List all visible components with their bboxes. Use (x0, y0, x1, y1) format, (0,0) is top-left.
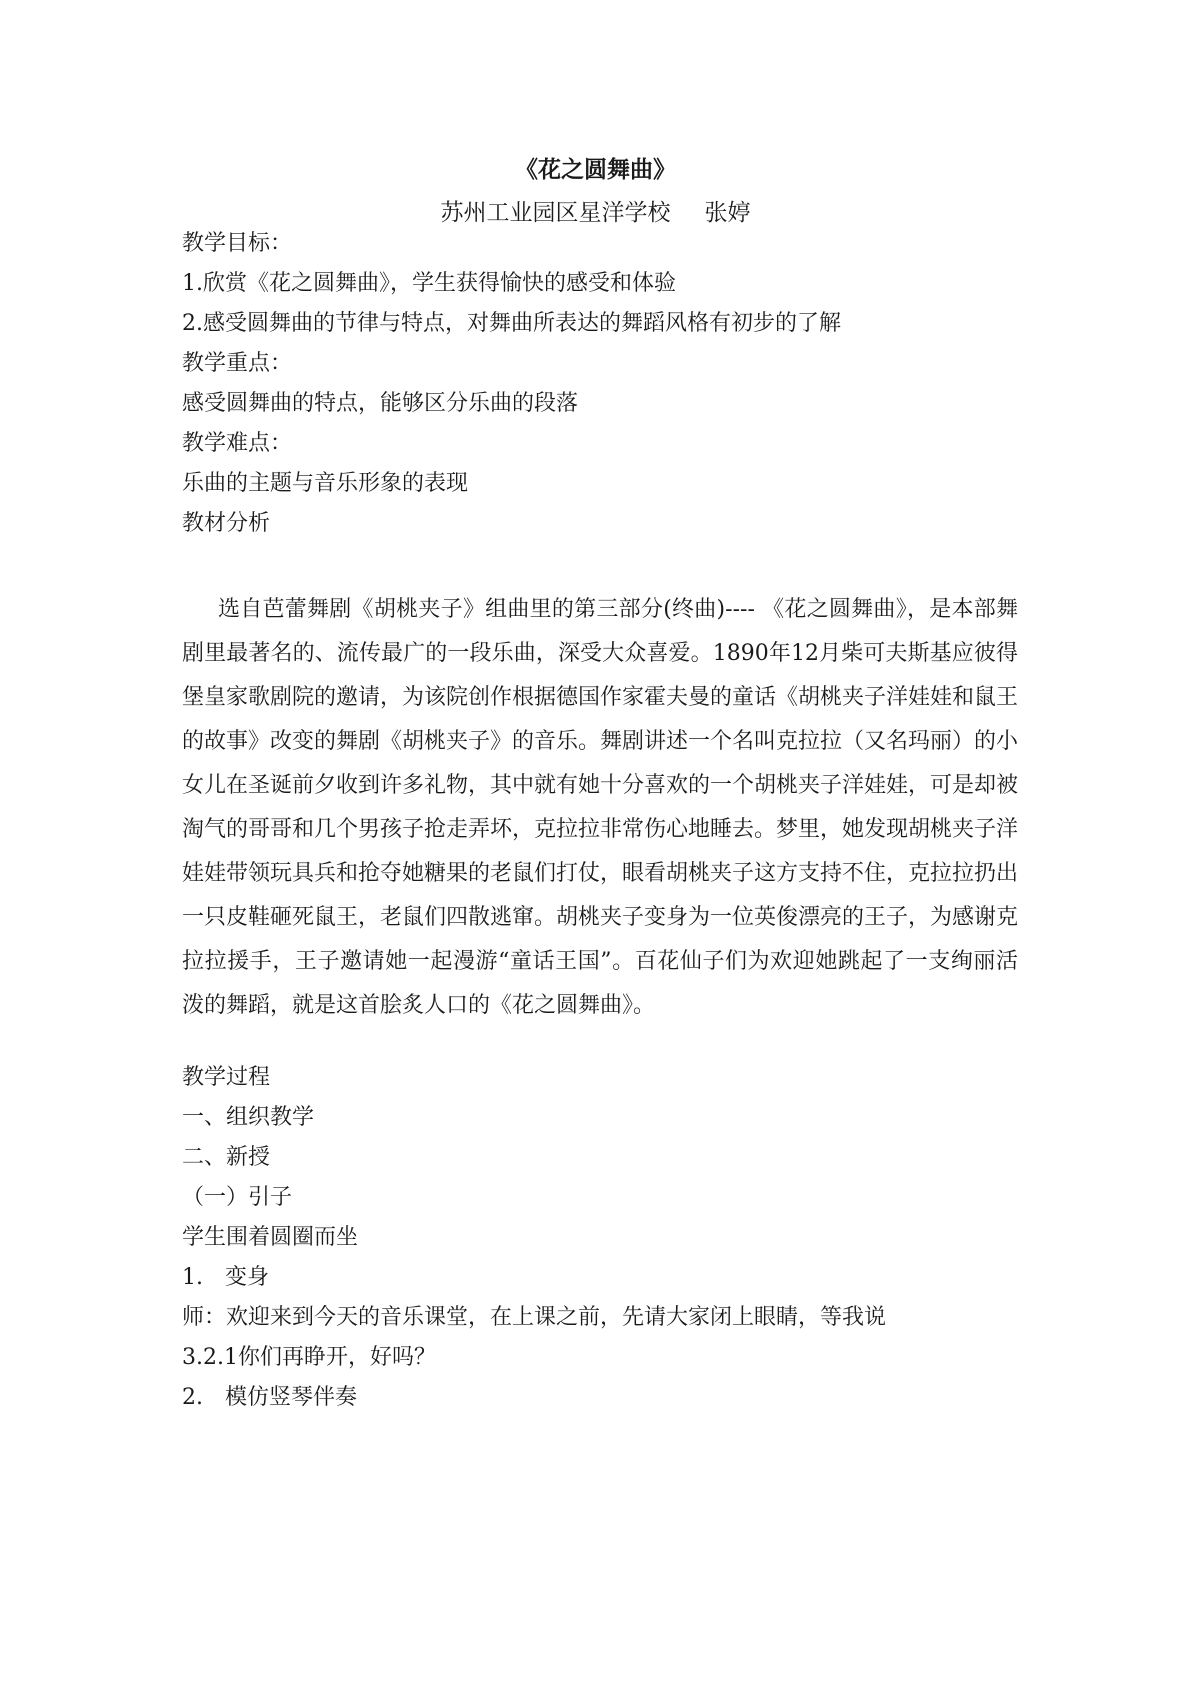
objectives-heading: 教学目标： (182, 231, 293, 256)
process-heading: 教学过程 (182, 1065, 271, 1090)
author-school: 苏州工业园区星洋学校 (440, 200, 671, 226)
document-title: 《花之圆舞曲》 (515, 156, 676, 183)
step-1: 一、组织教学 (182, 1105, 315, 1130)
sub-step-1: （一）引子 (182, 1185, 293, 1210)
teacher-line-2: 3.2.1你们再睁开，好吗？ (182, 1345, 436, 1370)
author-name: 张婷 (704, 200, 751, 226)
keypoints-text: 感受圆舞曲的特点，能够区分乐曲的段落 (182, 391, 579, 416)
analysis-paragraph: 选自芭蕾舞剧《胡桃夹子》组曲里的第三部分(终曲)---- 《花之圆舞曲》，是本部舞剧里最著名的、流传最广的一段乐曲，深受大众喜爱。1890年12月柴可夫斯基应彼得堡皇家歌剧院的邀请，为该院创作根据德国作家霍夫曼的童话《胡桃夹子洋娃娃和鼠王的故事》改变的舞剧《胡桃夹子》的音乐。舞剧讲述一个名叫克拉拉（又名玛丽）的小女儿在圣诞前夕收到许多礼物，其中就有她十分喜欢的一个胡桃夹子洋娃娃，可是却被淘气的哥哥和几个男孩子抢走弄坏，克拉拉非常伤心地睡去。梦里，她发现胡桃夹子洋娃娃带领玩具兵和抢夺她糖果的老鼠们打仗，眼看胡桃夹子这方支持不住，克拉拉扔出一只皮鞋砸死鼠王，老鼠们四散逃窜。胡桃夹子变身为一位英俊漂亮的王子，为感谢克拉拉援手，王子邀请她一起漫游“童话王国”。百花仙子们为欢迎她跳起了一支绚丽活泼的舞蹈，就是这首脍炙人口的《花之圆舞曲》。 (182, 597, 1019, 1018)
author-line (0, 198, 1191, 228)
objective-1: 1.欣赏《花之圆舞曲》，学生获得愉快的感受和体验 (182, 271, 676, 296)
difficulty-heading: 教学难点： (182, 431, 293, 456)
keypoints-heading: 教学重点： (182, 351, 293, 376)
analysis-heading: 教材分析 (182, 511, 271, 536)
difficulty-text: 乐曲的主题与音乐形象的表现 (182, 471, 469, 496)
item-2: 2. 模仿竖琴伴奏 (182, 1385, 357, 1410)
item-1: 1. 变身 (182, 1265, 269, 1290)
seating-text: 学生围着圆圈而坐 (182, 1225, 359, 1250)
objective-2: 2.感受圆舞曲的节律与特点，对舞曲所表达的舞蹈风格有初步的了解 (182, 311, 841, 336)
teacher-line-1: 师：欢迎来到今天的音乐课堂，在上课之前，先请大家闭上眼睛，等我说 (182, 1305, 887, 1330)
step-2: 二、新授 (182, 1145, 271, 1170)
